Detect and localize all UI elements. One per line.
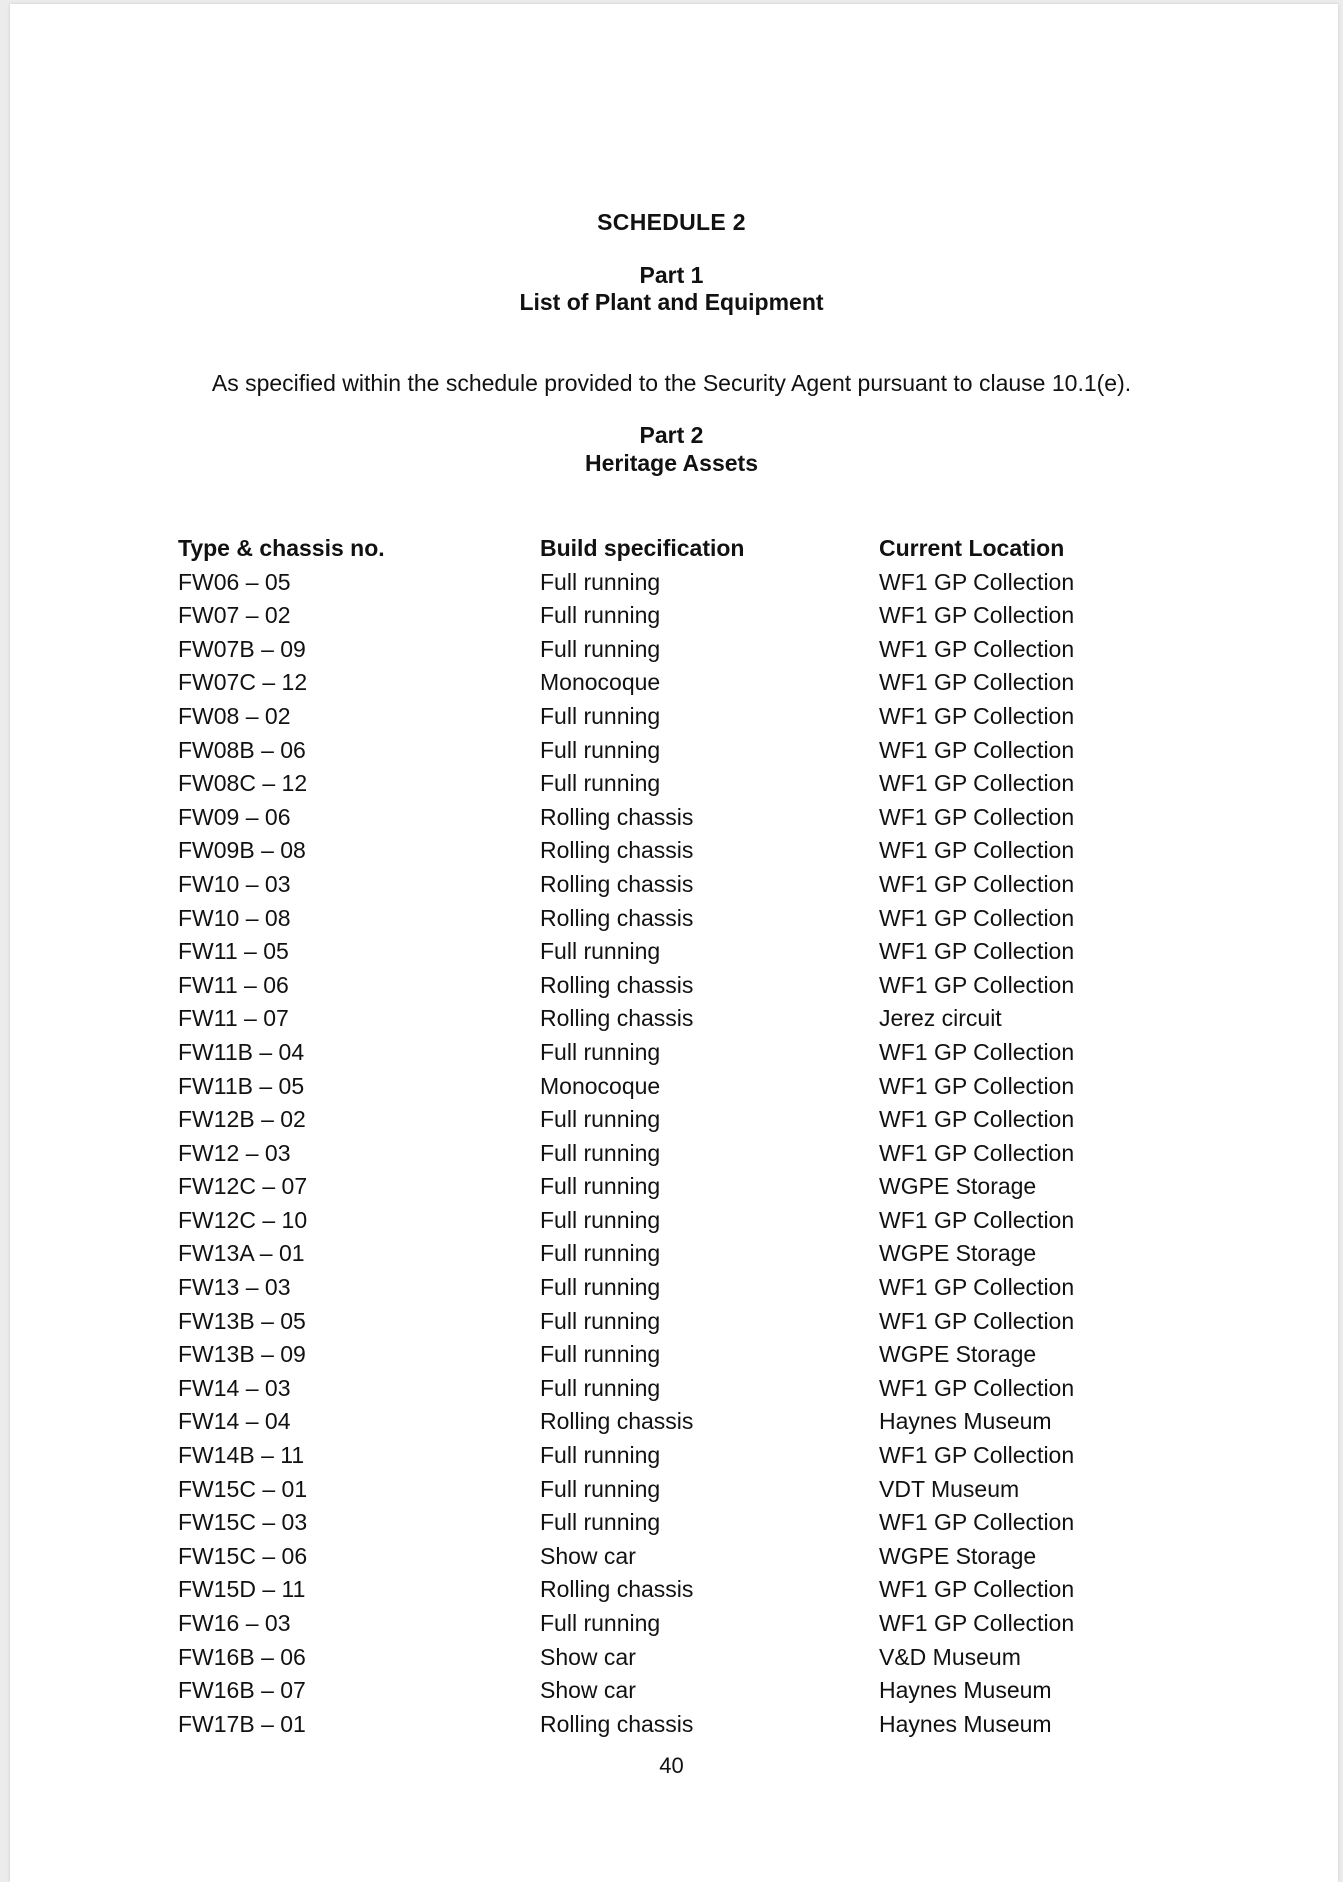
location-cell: Haynes Museum <box>879 1677 1052 1704</box>
location-cell: WGPE Storage <box>879 1240 1037 1267</box>
chassis-cell: FW13B – 09 <box>178 1341 306 1368</box>
build-spec-cell: Full running <box>540 635 661 662</box>
schedule-heading: SCHEDULE 2 <box>597 209 746 235</box>
chassis-cell: FW16 – 03 <box>178 1610 291 1636</box>
build-spec-cell: Full running <box>540 1374 661 1401</box>
chassis-cell: FW08C – 12 <box>178 770 308 797</box>
chassis-cell: FW16B – 06 <box>178 1643 306 1670</box>
location-cell: VDT Museum <box>879 1475 1020 1502</box>
table-row <box>178 635 1139 669</box>
build-spec-cell: Rolling chassis <box>540 971 694 998</box>
chassis-cell: FW12B – 02 <box>178 1106 306 1133</box>
build-spec-cell: Full running <box>540 1442 661 1469</box>
build-spec-cell: Show car <box>540 1542 636 1569</box>
chassis-cell: FW13A – 01 <box>178 1240 305 1267</box>
location-cell: WF1 GP Collection <box>879 971 1075 998</box>
build-spec-cell: Full running <box>540 1307 661 1334</box>
table-row <box>178 1643 1139 1677</box>
table-row <box>178 904 1139 938</box>
table-row <box>178 1273 1139 1307</box>
table-row <box>178 769 1139 803</box>
table-row <box>178 1475 1139 1509</box>
chassis-cell: FW15C – 03 <box>178 1509 308 1536</box>
location-cell: WF1 GP Collection <box>879 736 1075 763</box>
location-cell: WF1 GP Collection <box>879 1374 1075 1401</box>
build-spec-cell: Full running <box>540 736 661 763</box>
part1-title: Part 1 <box>639 262 704 288</box>
build-spec-cell: Rolling chassis <box>540 1576 694 1603</box>
location-cell: WF1 GP Collection <box>879 1509 1075 1536</box>
chassis-cell: FW14B – 11 <box>178 1442 305 1469</box>
location-cell: Haynes Museum <box>879 1710 1052 1737</box>
build-spec-cell: Full running <box>540 568 661 595</box>
location-cell: WF1 GP Collection <box>879 938 1075 965</box>
table-row <box>178 736 1139 770</box>
location-cell: WF1 GP Collection <box>879 1038 1075 1065</box>
table-row <box>178 1407 1139 1441</box>
table-row <box>178 1105 1139 1139</box>
location-cell: WF1 GP Collection <box>879 602 1075 629</box>
chassis-cell: FW14 – 04 <box>178 1408 291 1435</box>
build-spec-cell: Show car <box>540 1677 636 1704</box>
location-cell: WGPE Storage <box>879 1542 1037 1569</box>
build-spec-cell: Full running <box>540 1475 661 1502</box>
table-row <box>178 1139 1139 1173</box>
table-row <box>178 1508 1139 1542</box>
chassis-cell: FW07B – 09 <box>178 635 306 662</box>
location-cell: WF1 GP Collection <box>879 1442 1075 1469</box>
table-row <box>178 601 1139 635</box>
table-header-row <box>178 534 1139 568</box>
table-row <box>178 702 1139 736</box>
build-spec-cell: Show car <box>540 1643 636 1670</box>
table-row <box>178 870 1139 904</box>
location-cell: WF1 GP Collection <box>879 1139 1075 1166</box>
build-spec-cell: Full running <box>540 1274 661 1301</box>
build-spec-cell: Full running <box>540 938 661 965</box>
chassis-cell: FW11B – 04 <box>178 1038 305 1065</box>
build-spec-cell: Rolling chassis <box>540 837 694 864</box>
chassis-cell: FW07 – 02 <box>178 602 291 629</box>
location-cell: WF1 GP Collection <box>879 904 1075 931</box>
location-cell: WF1 GP Collection <box>879 1072 1075 1099</box>
build-spec-cell: Full running <box>540 1341 661 1368</box>
table-row <box>178 1676 1139 1710</box>
build-spec-cell: Monocoque <box>540 1072 661 1099</box>
chassis-cell: FW12C – 07 <box>178 1173 308 1200</box>
column-header-location: Current Location <box>879 535 1065 561</box>
table-row <box>178 836 1139 870</box>
chassis-cell: FW09B – 08 <box>178 837 306 864</box>
build-spec-cell: Rolling chassis <box>540 904 694 931</box>
chassis-cell: FW13 – 03 <box>178 1274 291 1301</box>
chassis-cell: FW13B – 05 <box>178 1307 306 1334</box>
chassis-cell: FW12 – 03 <box>178 1139 291 1166</box>
table-row <box>178 1609 1139 1643</box>
chassis-cell: FW15D – 11 <box>178 1576 306 1603</box>
build-spec-cell: Full running <box>540 1038 661 1065</box>
location-cell: V&D Museum <box>879 1643 1021 1670</box>
part1-subtitle: List of Plant and Equipment <box>519 289 824 315</box>
table-row <box>178 1441 1139 1475</box>
location-cell: WF1 GP Collection <box>879 568 1075 595</box>
table-row <box>178 803 1139 837</box>
table-row <box>178 1307 1139 1341</box>
build-spec-cell: Rolling chassis <box>540 1005 694 1032</box>
table-row <box>178 1004 1139 1038</box>
table-row <box>178 1374 1139 1408</box>
build-spec-cell: Rolling chassis <box>540 803 694 830</box>
table-row <box>178 1710 1139 1744</box>
location-cell: WF1 GP Collection <box>879 803 1075 830</box>
table-row <box>178 971 1139 1005</box>
location-cell: Jerez circuit <box>879 1005 1002 1032</box>
build-spec-cell: Full running <box>540 1610 661 1636</box>
location-cell: WF1 GP Collection <box>879 1307 1075 1334</box>
location-cell: WF1 GP Collection <box>879 837 1075 864</box>
chassis-cell: FW17B – 01 <box>178 1710 306 1737</box>
build-spec-cell: Full running <box>540 1173 661 1200</box>
location-cell: WF1 GP Collection <box>879 1610 1075 1636</box>
location-cell: Haynes Museum <box>879 1408 1052 1435</box>
location-cell: WF1 GP Collection <box>879 870 1075 897</box>
table-row <box>178 1172 1139 1206</box>
build-spec-cell: Full running <box>540 1509 661 1536</box>
plant-equipment-note: As specified within the schedule provided to the Security Agent pursuant to clause 10.1(e). <box>211 370 1132 396</box>
table-row <box>178 1206 1139 1240</box>
location-cell: WF1 GP Collection <box>879 1206 1075 1233</box>
chassis-cell: FW08B – 06 <box>178 736 306 763</box>
document-page <box>10 4 1338 1882</box>
chassis-cell: FW08 – 02 <box>178 702 291 729</box>
chassis-cell: FW12C – 10 <box>178 1206 308 1233</box>
location-cell: WF1 GP Collection <box>879 635 1075 662</box>
table-row <box>178 1542 1139 1576</box>
chassis-cell: FW10 – 03 <box>178 870 291 897</box>
location-cell: WF1 GP Collection <box>879 1274 1075 1301</box>
location-cell: WF1 GP Collection <box>879 770 1075 797</box>
part2-subtitle: Heritage Assets <box>584 450 758 476</box>
build-spec-cell: Full running <box>540 1206 661 1233</box>
chassis-cell: FW07C – 12 <box>178 669 308 696</box>
chassis-cell: FW09 – 06 <box>178 803 291 830</box>
column-header-build: Build specification <box>540 535 745 561</box>
table-row <box>178 1340 1139 1374</box>
build-spec-cell: Full running <box>540 1106 661 1133</box>
location-cell: WF1 GP Collection <box>879 669 1075 696</box>
column-header-chassis: Type & chassis no. <box>178 535 385 561</box>
chassis-cell: FW14 – 03 <box>178 1374 291 1401</box>
build-spec-cell: Full running <box>540 1240 661 1267</box>
build-spec-cell: Rolling chassis <box>540 870 694 897</box>
page-number: 40 <box>659 1753 684 1778</box>
table-row <box>178 1072 1139 1106</box>
table-row <box>178 668 1139 702</box>
table-row <box>178 568 1139 602</box>
chassis-cell: FW11B – 05 <box>178 1072 305 1099</box>
location-cell: WGPE Storage <box>879 1341 1037 1368</box>
location-cell: WF1 GP Collection <box>879 702 1075 729</box>
location-cell: WF1 GP Collection <box>879 1106 1075 1133</box>
chassis-cell: FW11 – 05 <box>178 938 289 965</box>
chassis-cell: FW16B – 07 <box>178 1677 306 1704</box>
chassis-cell: FW06 – 05 <box>178 568 291 595</box>
chassis-cell: FW10 – 08 <box>178 904 291 931</box>
build-spec-cell: Rolling chassis <box>540 1710 694 1737</box>
table-row <box>178 1575 1139 1609</box>
part2-title: Part 2 <box>639 422 704 448</box>
build-spec-cell: Full running <box>540 602 661 629</box>
table-row <box>178 1038 1139 1072</box>
chassis-cell: FW15C – 06 <box>178 1542 308 1569</box>
build-spec-cell: Full running <box>540 702 661 729</box>
build-spec-cell: Rolling chassis <box>540 1408 694 1435</box>
build-spec-cell: Full running <box>540 770 661 797</box>
chassis-cell: FW11 – 07 <box>178 1005 289 1032</box>
build-spec-cell: Full running <box>540 1139 661 1166</box>
build-spec-cell: Monocoque <box>540 669 661 696</box>
chassis-cell: FW11 – 06 <box>178 971 289 998</box>
location-cell: WGPE Storage <box>879 1173 1037 1200</box>
table-row <box>178 937 1139 971</box>
table-row <box>178 1239 1139 1273</box>
location-cell: WF1 GP Collection <box>879 1576 1075 1603</box>
chassis-cell: FW15C – 01 <box>178 1475 308 1502</box>
table-body <box>178 568 1139 1744</box>
heritage-assets-table <box>178 534 1139 1743</box>
